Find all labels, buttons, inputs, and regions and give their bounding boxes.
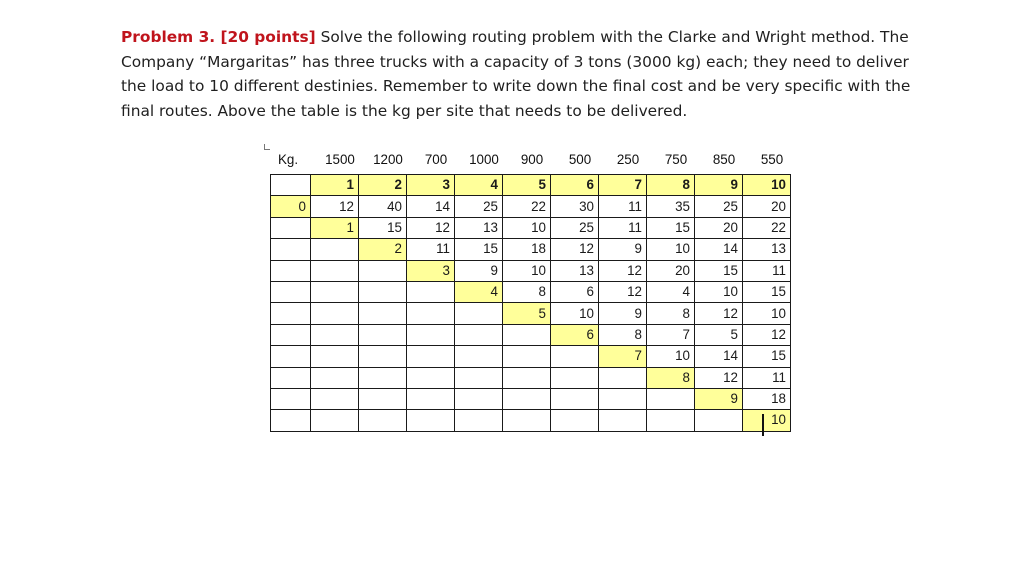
matrix-cell: 13 — [455, 217, 503, 238]
matrix-cell — [503, 410, 551, 431]
matrix-cell — [551, 388, 599, 409]
matrix-cell: 9 — [695, 175, 743, 196]
matrix-cell: 10 — [503, 217, 551, 238]
matrix-cell: 10 — [743, 175, 791, 196]
matrix-cell: 5 — [503, 303, 551, 324]
matrix-cell: 10 — [743, 410, 791, 431]
matrix-cell — [359, 388, 407, 409]
matrix-cell: 9 — [455, 260, 503, 281]
matrix-cell — [647, 410, 695, 431]
matrix-cell: 11 — [599, 217, 647, 238]
problem-statement — [121, 25, 921, 123]
matrix-cell: 10 — [503, 260, 551, 281]
matrix-cell: 13 — [743, 239, 791, 260]
matrix-cell — [311, 346, 359, 367]
matrix-cell — [455, 324, 503, 345]
matrix-cell — [311, 260, 359, 281]
matrix-cell: 4 — [455, 281, 503, 302]
matrix-row-label-cell — [271, 346, 311, 367]
problem-body: Solve the following routing problem with the Clarke and Wright method. The Company “Margaritas” has three trucks with a capacity of 3 tons (3000 kg) each; they need to deliver the load to 10 different destinies. Remember to write down the final cost and be very specific with the final routes. Above the table is the kg per site that needs to be delivered. — [121, 28, 911, 120]
matrix-row-label-cell — [271, 303, 311, 324]
matrix-cell — [311, 367, 359, 388]
matrix-cell — [311, 410, 359, 431]
matrix-cell — [599, 388, 647, 409]
kg-value: 900 — [520, 152, 544, 167]
matrix-cell: 20 — [743, 196, 791, 217]
matrix-cell: 15 — [647, 217, 695, 238]
matrix-cell — [551, 367, 599, 388]
kg-value: 750 — [664, 152, 688, 167]
kg-value: 550 — [760, 152, 784, 167]
matrix-cell — [311, 303, 359, 324]
matrix-row-label-cell — [271, 239, 311, 260]
problem-title: Problem 3. [20 points] — [121, 28, 316, 46]
matrix-row — [271, 303, 791, 324]
matrix-cell: 15 — [743, 281, 791, 302]
matrix-row-label-cell — [271, 217, 311, 238]
matrix-cell: 10 — [647, 239, 695, 260]
matrix-row — [271, 410, 791, 431]
matrix-cell: 8 — [647, 303, 695, 324]
matrix-row — [271, 324, 791, 345]
matrix-cell: 15 — [359, 217, 407, 238]
matrix-cell — [551, 346, 599, 367]
kg-value: 700 — [424, 152, 448, 167]
matrix-cell — [359, 410, 407, 431]
matrix-row-label-cell — [271, 175, 311, 196]
matrix-cell — [647, 388, 695, 409]
matrix-row-label-cell — [271, 367, 311, 388]
distance-matrix — [270, 174, 791, 432]
matrix-cell — [407, 303, 455, 324]
matrix-cell: 12 — [551, 239, 599, 260]
matrix-cell — [311, 324, 359, 345]
matrix-row — [271, 175, 791, 196]
matrix-cell — [407, 388, 455, 409]
matrix-cell — [551, 410, 599, 431]
matrix-cell: 35 — [647, 196, 695, 217]
matrix-cell: 11 — [599, 196, 647, 217]
matrix-cell: 5 — [503, 175, 551, 196]
matrix-cell — [407, 281, 455, 302]
matrix-cell — [359, 303, 407, 324]
matrix-row-label-cell: 0 — [271, 196, 311, 217]
matrix-cell: 2 — [359, 175, 407, 196]
matrix-cell: 10 — [743, 303, 791, 324]
matrix-cell: 18 — [503, 239, 551, 260]
matrix-row — [271, 260, 791, 281]
matrix-cell: 11 — [407, 239, 455, 260]
text-cursor — [762, 414, 764, 436]
matrix-cell: 1 — [311, 217, 359, 238]
matrix-cell: 14 — [407, 196, 455, 217]
matrix-row-label-cell — [271, 281, 311, 302]
matrix-cell: 7 — [599, 346, 647, 367]
matrix-cell — [407, 367, 455, 388]
kg-label: Kg. — [278, 152, 299, 167]
matrix-cell: 6 — [551, 324, 599, 345]
matrix-cell: 4 — [647, 281, 695, 302]
matrix-cell — [311, 388, 359, 409]
matrix-cell: 25 — [455, 196, 503, 217]
matrix-cell: 14 — [695, 239, 743, 260]
matrix-cell — [455, 388, 503, 409]
matrix-cell: 25 — [695, 196, 743, 217]
matrix-cell: 8 — [647, 175, 695, 196]
matrix-cell: 7 — [599, 175, 647, 196]
matrix-row — [271, 239, 791, 260]
matrix-cell: 22 — [743, 217, 791, 238]
matrix-cell — [599, 410, 647, 431]
matrix-cell: 13 — [551, 260, 599, 281]
matrix-cell: 2 — [359, 239, 407, 260]
matrix-cell — [359, 367, 407, 388]
matrix-cell — [503, 346, 551, 367]
matrix-row — [271, 346, 791, 367]
matrix-cell — [503, 367, 551, 388]
matrix-cell: 22 — [503, 196, 551, 217]
matrix-cell: 9 — [599, 239, 647, 260]
matrix-cell: 40 — [359, 196, 407, 217]
matrix-cell: 4 — [455, 175, 503, 196]
matrix-cell — [695, 410, 743, 431]
matrix-row-label-cell — [271, 388, 311, 409]
matrix-cell — [407, 410, 455, 431]
matrix-cell — [359, 324, 407, 345]
matrix-cell: 12 — [695, 303, 743, 324]
matrix-cell: 12 — [599, 260, 647, 281]
matrix-cell: 11 — [743, 367, 791, 388]
matrix-cell: 7 — [647, 324, 695, 345]
kg-value: 500 — [568, 152, 592, 167]
matrix-cell: 12 — [743, 324, 791, 345]
matrix-cell: 12 — [407, 217, 455, 238]
matrix-cell — [359, 346, 407, 367]
matrix-cell: 18 — [743, 388, 791, 409]
matrix-cell: 1 — [311, 175, 359, 196]
matrix-row — [271, 281, 791, 302]
matrix-cell: 9 — [695, 388, 743, 409]
matrix-cell — [455, 346, 503, 367]
matrix-cell — [311, 239, 359, 260]
matrix-cell: 8 — [503, 281, 551, 302]
matrix-row — [271, 196, 791, 217]
matrix-cell: 10 — [695, 281, 743, 302]
paragraph-corner-mark — [264, 144, 270, 150]
matrix-row-label-cell — [271, 324, 311, 345]
matrix-cell — [311, 281, 359, 302]
matrix-cell: 9 — [599, 303, 647, 324]
matrix-row — [271, 217, 791, 238]
matrix-cell: 15 — [455, 239, 503, 260]
matrix-cell: 8 — [647, 367, 695, 388]
matrix-cell: 30 — [551, 196, 599, 217]
matrix-cell — [407, 346, 455, 367]
kg-value: 850 — [712, 152, 736, 167]
kg-value: 1000 — [469, 152, 499, 167]
matrix-cell: 14 — [695, 346, 743, 367]
matrix-row — [271, 388, 791, 409]
matrix-cell: 15 — [695, 260, 743, 281]
matrix-cell — [455, 303, 503, 324]
matrix-cell — [503, 324, 551, 345]
matrix-cell: 12 — [695, 367, 743, 388]
matrix-cell: 12 — [599, 281, 647, 302]
matrix-cell — [599, 367, 647, 388]
matrix-cell — [503, 388, 551, 409]
matrix-cell — [455, 410, 503, 431]
matrix-row-label-cell — [271, 260, 311, 281]
kg-value: 250 — [616, 152, 640, 167]
matrix-cell: 20 — [647, 260, 695, 281]
matrix-cell: 6 — [551, 281, 599, 302]
matrix-cell — [359, 260, 407, 281]
matrix-cell: 11 — [743, 260, 791, 281]
matrix-cell: 6 — [551, 175, 599, 196]
matrix-cell — [407, 324, 455, 345]
matrix-cell: 20 — [695, 217, 743, 238]
matrix-cell: 12 — [311, 196, 359, 217]
matrix-cell: 8 — [599, 324, 647, 345]
matrix-row — [271, 367, 791, 388]
matrix-cell — [455, 367, 503, 388]
matrix-cell: 10 — [647, 346, 695, 367]
matrix-cell: 3 — [407, 175, 455, 196]
matrix-cell: 5 — [695, 324, 743, 345]
matrix-cell: 15 — [743, 346, 791, 367]
matrix-cell: 10 — [551, 303, 599, 324]
matrix-row-label-cell — [271, 410, 311, 431]
matrix-cell — [359, 281, 407, 302]
kg-value: 1500 — [325, 152, 355, 167]
kg-value: 1200 — [373, 152, 403, 167]
matrix-cell: 3 — [407, 260, 455, 281]
matrix-cell: 25 — [551, 217, 599, 238]
